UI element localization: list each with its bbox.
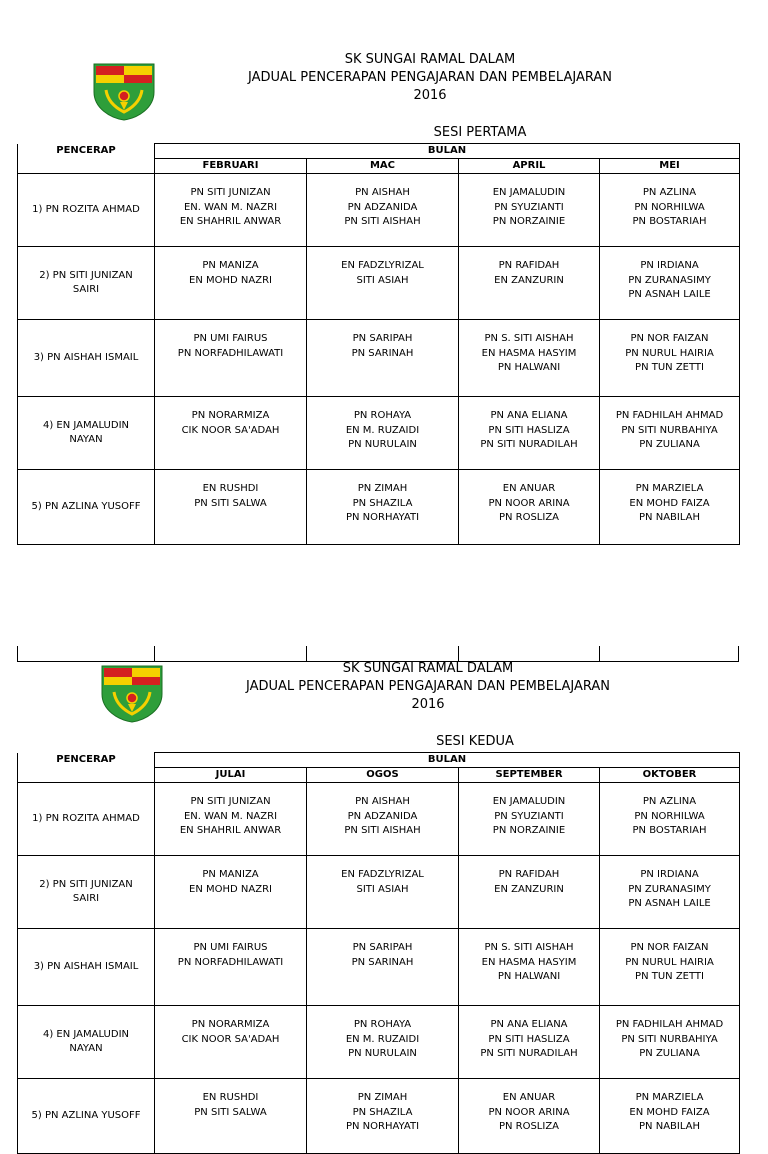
observee-cell	[600, 174, 740, 247]
pencerap-name-line: 1) PN ROZITA AHMAD	[32, 204, 140, 215]
column-header-pencerap: PENCERAP	[18, 144, 155, 174]
table-row	[18, 929, 740, 1006]
observee-name: PN NORARMIZA	[191, 410, 270, 421]
pencerap-name-line: SAIRI	[72, 284, 100, 295]
observee-name: EN RUSHDI	[202, 483, 259, 494]
observee-name: PN SARINAH	[351, 956, 414, 968]
observee-name: PN UMI FAIRUS	[193, 333, 268, 344]
observee-name: PN AZLINA	[642, 187, 697, 198]
observee-name: PN ZULIANA	[639, 1048, 700, 1059]
pencerap-name	[18, 1079, 155, 1154]
pencerap-name	[18, 320, 155, 397]
pencerap-name-line: 4) EN JAMALUDIN	[42, 420, 130, 431]
observee-name: PN TUN ZETTI	[635, 362, 704, 373]
table-row	[18, 1006, 740, 1079]
observee-cell	[459, 397, 600, 470]
table-row	[18, 174, 740, 247]
pencerap-name	[18, 1006, 155, 1079]
month-header: SEPTEMBER	[459, 768, 600, 783]
observee-name: PN SITI AISHAH	[344, 216, 421, 227]
observee-cell	[155, 929, 307, 1006]
observee-cell	[600, 320, 740, 397]
observee-name: PN SITI HASLIZA	[488, 1033, 570, 1045]
observee-name: PN SARINAH	[351, 347, 414, 359]
observee-name: PN RAFIDAH	[498, 260, 560, 271]
observee-name: EN ANUAR	[502, 1092, 556, 1103]
school-name: SK SUNGAI RAMAL DALAM	[344, 52, 516, 67]
observee-name: PN SITI NURADILAH	[480, 1048, 578, 1059]
page-title-block	[228, 660, 628, 714]
document-year: 2016	[413, 88, 447, 103]
observee-name: EN. WAN M. NAZRI	[183, 810, 278, 822]
observee-name: PN NURULAIN	[348, 1048, 417, 1059]
observee-name: EN JAMALUDIN	[492, 796, 566, 807]
observee-name: PN ADZANIDA	[347, 810, 418, 822]
observee-cell	[307, 929, 459, 1006]
observee-name: EN MOHD NAZRI	[189, 274, 272, 286]
table-row	[18, 320, 740, 397]
observee-cell	[155, 174, 307, 247]
month-header: APRIL	[459, 159, 600, 174]
observee-name: PN NOR FAIZAN	[630, 333, 709, 344]
observee-cell	[307, 247, 459, 320]
observee-name: CIK NOOR SA'ADAH	[181, 1033, 280, 1045]
observee-name: CIK NOOR SA'ADAH	[181, 424, 280, 436]
observee-name: PN ROSLIZA	[498, 512, 560, 523]
observee-name: PN MARZIELA	[635, 1092, 704, 1103]
observee-name: PN NOOR ARINA	[488, 497, 570, 509]
pencerap-name-line: 1) PN ROZITA AHMAD	[32, 813, 140, 824]
pencerap-name-line: 3) PN AISHAH ISMAIL	[33, 352, 139, 363]
observee-name: PN ROSLIZA	[498, 1121, 560, 1132]
schedule-table	[17, 752, 740, 1154]
observee-name: PN MANIZA	[202, 260, 259, 271]
observee-name: PN NORHILWA	[634, 810, 705, 822]
observee-cell	[307, 174, 459, 247]
observee-cell	[459, 320, 600, 397]
observee-cell	[155, 247, 307, 320]
observee-name: PN S. SITI AISHAH	[484, 942, 574, 953]
observee-name: PN ANA ELIANA	[490, 1019, 568, 1030]
observee-name: EN M. RUZAIDI	[345, 1033, 420, 1045]
observee-name: PN ZIMAH	[357, 1092, 408, 1103]
observee-name: PN ZULIANA	[639, 439, 700, 450]
observee-name: PN NABILAH	[639, 512, 701, 523]
observee-cell	[307, 1079, 459, 1154]
observee-name: EN M. RUZAIDI	[345, 424, 420, 436]
observee-name: PN UMI FAIRUS	[193, 942, 268, 953]
observee-name: EN HASMA HASYIM	[481, 347, 577, 359]
observee-name: PN NORZAINIE	[492, 216, 566, 227]
observee-name: PN ROHAYA	[353, 1019, 412, 1030]
observee-name: PN BOSTARIAH	[632, 216, 707, 227]
observee-cell	[459, 1079, 600, 1154]
pencerap-name-line: 5) PN AZLINA YUSOFF	[31, 1110, 141, 1121]
observee-name: PN FADHILAH AHMAD	[615, 1019, 724, 1030]
pencerap-name	[18, 783, 155, 856]
observee-cell	[307, 320, 459, 397]
observee-name: PN NURULAIN	[348, 439, 417, 450]
section-kedua	[0, 600, 768, 1132]
observee-name: PN ASNAH LAILE	[628, 898, 711, 909]
observee-cell	[459, 856, 600, 929]
observee-name: PN ASNAH LAILE	[628, 289, 711, 300]
school-crest-logo	[100, 664, 164, 724]
observee-cell	[155, 1079, 307, 1154]
table-row	[18, 1079, 740, 1154]
month-header: FEBRUARI	[155, 159, 307, 174]
observee-cell	[155, 856, 307, 929]
month-header: OKTOBER	[600, 768, 740, 783]
pencerap-name-line: 3) PN AISHAH ISMAIL	[33, 961, 139, 972]
observee-cell	[155, 320, 307, 397]
observee-name: PN HALWANI	[497, 362, 561, 373]
observee-cell	[307, 470, 459, 545]
table-row	[18, 397, 740, 470]
observee-name: PN NORFADHILAWATI	[177, 347, 284, 359]
observee-cell	[459, 929, 600, 1006]
table-row	[18, 470, 740, 545]
observee-name: PN SYUZIANTI	[494, 810, 564, 822]
pencerap-name	[18, 929, 155, 1006]
column-header-bulan: BULAN	[155, 753, 740, 768]
month-header: MAC	[307, 159, 459, 174]
observee-name: EN SHAHRIL ANWAR	[179, 825, 282, 836]
observee-name: EN FADZLYRIZAL	[341, 869, 424, 880]
observee-name: PN SITI SALWA	[194, 1106, 267, 1118]
month-header: JULAI	[155, 768, 307, 783]
observee-name: PN IRDIANA	[640, 869, 699, 880]
schedule-table	[17, 143, 740, 545]
pencerap-name-line: 2) PN SITI JUNIZAN	[39, 879, 133, 890]
observee-name: EN. WAN M. NAZRI	[183, 201, 278, 213]
observee-cell	[307, 783, 459, 856]
observee-cell	[155, 783, 307, 856]
document-title: JADUAL PENCERAPAN PENGAJARAN DAN PEMBELAJARAN	[245, 679, 610, 694]
observee-name: EN MOHD FAIZA	[629, 1106, 710, 1118]
school-name: SK SUNGAI RAMAL DALAM	[342, 661, 514, 676]
pencerap-name	[18, 174, 155, 247]
observee-name: PN SITI SALWA	[194, 497, 267, 509]
observee-cell	[459, 783, 600, 856]
observee-cell	[307, 1006, 459, 1079]
column-header-bulan: BULAN	[155, 144, 740, 159]
observee-cell	[459, 470, 600, 545]
observee-name: PN SITI NURBAHIYA	[621, 424, 718, 436]
schedule-body	[18, 174, 740, 545]
schedule-body	[18, 783, 740, 1154]
observee-cell	[600, 856, 740, 929]
observee-name: PN SHAZILA	[352, 1106, 413, 1118]
observee-name: SITI ASIAH	[356, 883, 409, 895]
observee-name: PN SARIPAH	[352, 942, 413, 953]
observee-name: EN FADZLYRIZAL	[341, 260, 424, 271]
observee-name: PN MARZIELA	[635, 483, 704, 494]
observee-name: PN BOSTARIAH	[632, 825, 707, 836]
pencerap-name-line: SAIRI	[72, 893, 100, 904]
observee-name: SITI ASIAH	[356, 274, 409, 286]
observee-name: PN NURUL HAIRIA	[625, 347, 714, 359]
observee-name: EN JAMALUDIN	[492, 187, 566, 198]
observee-name: PN NORARMIZA	[191, 1019, 270, 1030]
observee-name: PN NORZAINIE	[492, 825, 566, 836]
observee-cell	[459, 174, 600, 247]
observee-name: EN MOHD FAIZA	[629, 497, 710, 509]
table-row	[18, 783, 740, 856]
observee-name: EN ZANZURIN	[494, 883, 564, 895]
observee-cell	[307, 397, 459, 470]
observee-name: PN SITI NURADILAH	[480, 439, 578, 450]
observee-cell	[600, 397, 740, 470]
session-title: SESI KEDUA	[436, 734, 514, 749]
observee-name: PN AISHAH	[355, 796, 410, 807]
observee-name: PN MANIZA	[202, 869, 259, 880]
observee-name: PN AISHAH	[355, 187, 410, 198]
pencerap-name-line: 5) PN AZLINA YUSOFF	[31, 501, 141, 512]
observee-name: PN RAFIDAH	[498, 869, 560, 880]
observee-name: PN NORHAYATI	[345, 512, 420, 523]
observee-name: PN ZURANASIMY	[628, 883, 711, 895]
observee-name: EN SHAHRIL ANWAR	[179, 216, 282, 227]
observee-name: PN FADHILAH AHMAD	[615, 410, 724, 421]
observee-name: PN SITI HASLIZA	[488, 424, 570, 436]
observee-name: PN NOR FAIZAN	[630, 942, 709, 953]
observee-name: PN ADZANIDA	[347, 201, 418, 213]
observee-name: PN TUN ZETTI	[635, 971, 704, 982]
observee-name: PN HALWANI	[497, 971, 561, 982]
observee-name: PN SITI JUNIZAN	[190, 187, 271, 198]
pencerap-name	[18, 856, 155, 929]
observee-cell	[459, 247, 600, 320]
pencerap-name-line: 4) EN JAMALUDIN	[42, 1029, 130, 1040]
section-pertama	[0, 0, 768, 530]
observee-cell	[459, 1006, 600, 1079]
pencerap-name-line: 2) PN SITI JUNIZAN	[39, 270, 133, 281]
pencerap-name-line: NAYAN	[69, 1043, 103, 1054]
observee-name: PN NABILAH	[639, 1121, 701, 1132]
observee-cell	[600, 929, 740, 1006]
observee-name: PN ROHAYA	[353, 410, 412, 421]
observee-name: PN NORHAYATI	[345, 1121, 420, 1132]
observee-name: PN SITI AISHAH	[344, 825, 421, 836]
observee-name: PN ANA ELIANA	[490, 410, 568, 421]
observee-cell	[600, 247, 740, 320]
observee-cell	[600, 470, 740, 545]
observee-name: PN IRDIANA	[640, 260, 699, 271]
month-header: MEI	[600, 159, 740, 174]
observee-cell	[307, 856, 459, 929]
session-title: SESI PERTAMA	[433, 125, 527, 140]
observee-cell	[600, 1079, 740, 1154]
observee-name: PN NORFADHILAWATI	[177, 956, 284, 968]
observee-cell	[155, 1006, 307, 1079]
page-title-block	[230, 51, 630, 105]
observee-cell	[600, 783, 740, 856]
observee-name: PN NURUL HAIRIA	[625, 956, 714, 968]
observee-name: PN AZLINA	[642, 796, 697, 807]
pencerap-name	[18, 397, 155, 470]
observee-name: PN NORHILWA	[634, 201, 705, 213]
pencerap-name	[18, 247, 155, 320]
observee-cell	[600, 1006, 740, 1079]
observee-name: PN SARIPAH	[352, 333, 413, 344]
observee-name: EN ZANZURIN	[494, 274, 564, 286]
observee-name: PN SHAZILA	[352, 497, 413, 509]
observee-name: PN SITI NURBAHIYA	[621, 1033, 718, 1045]
observee-name: EN MOHD NAZRI	[189, 883, 272, 895]
observee-name: EN HASMA HASYIM	[481, 956, 577, 968]
observee-name: EN ANUAR	[502, 483, 556, 494]
observee-name: PN SITI JUNIZAN	[190, 796, 271, 807]
pencerap-name-line: NAYAN	[69, 434, 103, 445]
column-header-pencerap: PENCERAP	[18, 753, 155, 783]
table-row	[18, 856, 740, 929]
observee-name: PN SYUZIANTI	[494, 201, 564, 213]
observee-cell	[155, 397, 307, 470]
school-crest-logo	[92, 62, 156, 122]
observee-name: PN S. SITI AISHAH	[484, 333, 574, 344]
observee-name: PN NOOR ARINA	[488, 1106, 570, 1118]
table-row	[18, 247, 740, 320]
observee-name: PN ZURANASIMY	[628, 274, 711, 286]
month-header: OGOS	[307, 768, 459, 783]
observee-cell	[155, 470, 307, 545]
observee-name: PN ZIMAH	[357, 483, 408, 494]
document-title: JADUAL PENCERAPAN PENGAJARAN DAN PEMBELAJARAN	[247, 70, 612, 85]
document-year: 2016	[411, 697, 445, 712]
pencerap-name	[18, 470, 155, 545]
observee-name: EN RUSHDI	[202, 1092, 259, 1103]
